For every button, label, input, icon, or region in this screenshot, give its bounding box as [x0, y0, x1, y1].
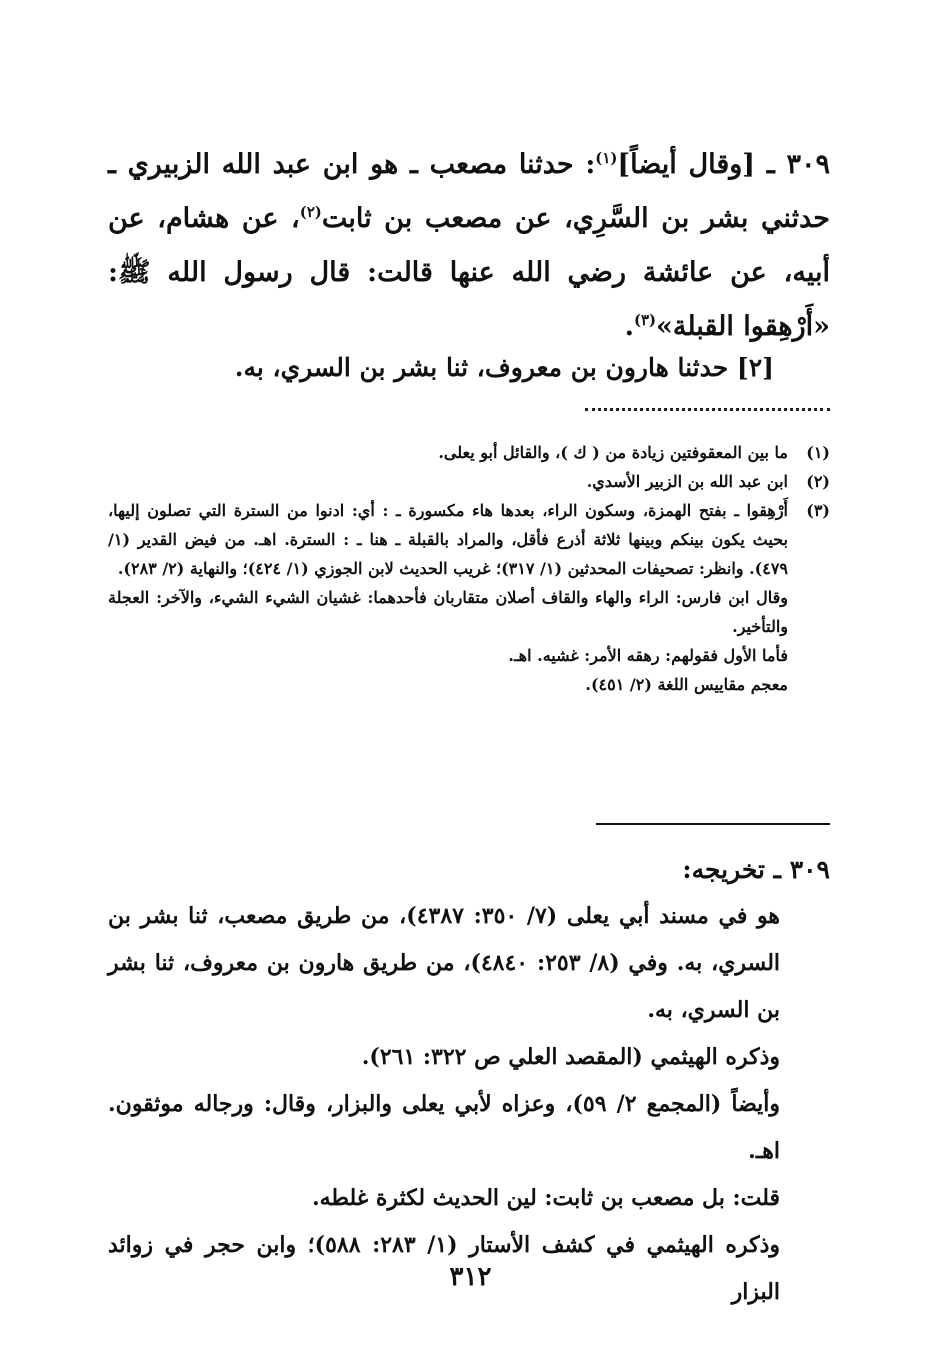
footnote-separator-dots: [585, 408, 830, 411]
footnote-ref-3: (٣): [633, 311, 657, 329]
footnote-ref-1: (١): [595, 149, 618, 167]
takhrij-section: [108, 846, 830, 1316]
takhrij-paragraph-5: وذكره الهيثمي في كشف الأستار (١/ ٢٨٣: ٥٨٨)؛ وابن حجر في زوائد البزار: [108, 1232, 780, 1305]
footnote-text: أَرْهِقوا ـ بفتح الهمزة، وسكون الراء، بعدها هاء مكسورة ـ : أي: ادنوا من السترة التي تصلون إليها، بحيث يكون بينكم وبينها ثلاثة أذرع فأقل، والمراد بالقبلة ـ هنا ـ : السترة. اهـ. من فيض القدير (١/ ٤٧٩). وانظر: تصحيفات المحدثين (١/ ٣١٧)؛ غريب الحديث لابن الجوزي (١/ ٤٢٤)؛ والنهاية (٢/ ٢٨٣).: [108, 501, 788, 578]
hadith-text-part1: ـ [وقال أيضاً]: [617, 149, 787, 180]
takhrij-paragraph-1: هو في مسند أبي يعلى (٧/ ٣٥٠: ٤٣٨٧)، من طريق مصعب، ثنا بشر بن السري، به. وفي (٨/ ٢٥٣: ٤٨٤٠)، من طريق هارون بن معروف، ثنا بشر بن السري، به.: [108, 903, 781, 1023]
takhrij-paragraph-3: وأيضاً (المجمع ٢/ ٥٩)، وعزاه لأبي يعلى والبزار، وقال: ورجاله موثقون. اهـ.: [108, 1091, 781, 1164]
takhrij-heading: ٣٠٩ ـ تخريجه:: [682, 855, 830, 884]
footnote-3-first-meaning: فأما الأول فقولهم: رهقه الأمر: غشيه. اهـ.: [508, 646, 788, 665]
footnote-3-source: معجم مقاييس اللغة (٢/ ٤٥١).: [585, 675, 788, 694]
footnote-text: ما بين المعقوفتين زيادة من ( ك )، والقائل أبو يعلى.: [438, 443, 788, 462]
hadith-text-part2: : حدثنا مصعب ـ هو ابن عبد الله الزبيري ـ حدثني بشر بن السَّرِي، عن مصعب بن ثابت: [108, 149, 830, 234]
hadith-text-part3: ، عن هشام، عن أبيه، عن عائشة رضي الله عنها قالت: قال رسول الله ﷺ: «أَرْهِقوا القبلة»: [108, 203, 830, 342]
footnote-2: [108, 467, 830, 496]
footnote-number: (٢): [806, 472, 830, 491]
takhrij-paragraph-2: وذكره الهيثمي (المقصد العلي ص ٣٢٢: ٢٦١).: [361, 1044, 780, 1070]
footnote-3-ibn-faris: وقال ابن فارس: الراء والهاء والقاف أصلان متقاربان فأحدهما: غشيان الشيء الشيء، والآخر: العجلة والتأخير.: [108, 588, 788, 636]
takhrij-paragraph-4: قلت: بل مصعب بن ثابت: لين الحديث لكثرة غلطه.: [311, 1185, 780, 1211]
hadith-text: [108, 138, 830, 354]
footnotes: [108, 438, 830, 699]
footnote-ref-2: (٢): [299, 203, 322, 221]
footnote-text: ابن عبد الله بن الزبير الأسدي.: [586, 472, 788, 491]
footnote-number: (٣): [806, 501, 830, 520]
section-divider: [596, 823, 830, 825]
second-chain: [٢] حدثنا هارون بن معروف، ثنا بشر بن السري، به.: [234, 353, 774, 382]
hadith-number: ٣٠٩: [786, 149, 830, 180]
footnote-1: [108, 438, 830, 467]
footnote-3: [108, 496, 830, 583]
hadith-text-part4: .: [624, 311, 634, 342]
footnote-number: (١): [806, 443, 830, 462]
page-number: ٣١٢: [449, 1262, 492, 1292]
